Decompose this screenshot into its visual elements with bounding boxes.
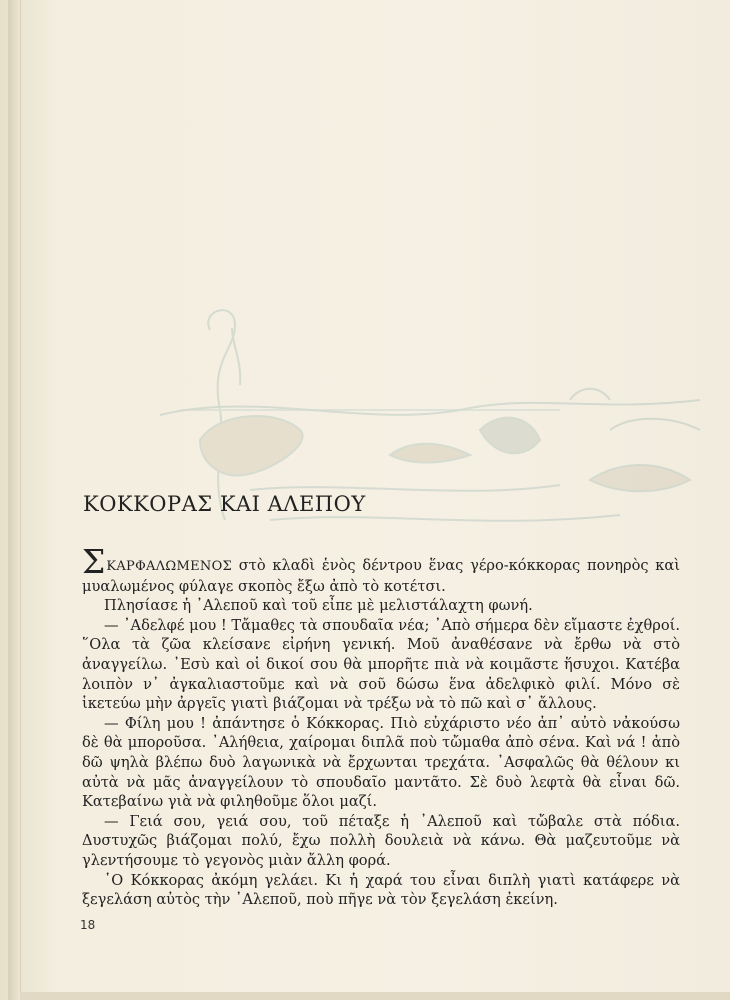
story-body <box>82 542 680 910</box>
story-paragraph-4: — Γειά σου, γειά σου, τοῦ πέταξε ἡ ᾿Αλεποῦ καὶ τὤβαλε στὰ πόδια. Δυστυχῶς βιάζομαι πολύ, ἔχω πολλὴ δουλειὰ νὰ κάνω. Θὰ μαζευτοῦμε νὰ γλεντήσουμε τὸ γεγονὸς μιὰν ἄλλη φορά. <box>82 812 680 869</box>
story-title: ΚΟΚΚΟΡΑΣ ΚΑΙ ΑΛΕΠΟΥ <box>83 492 366 516</box>
page-number: 18 <box>80 918 96 932</box>
story-paragraph-5: ῾Ο Κόκκορας ἀκόμη γελάει. Κι ἡ χαρά του εἶναι διπλὴ γιατὶ κατάφερε νὰ ξεγελάση αὐτὸς τὴν ᾿Αλεποῦ, ποὺ πῆγε νὰ τὸν ξεγελάση ἐκείνη. <box>82 871 680 909</box>
book-spine <box>8 0 18 1000</box>
story-paragraph-2: — ᾿Αδελφέ μου ! Τἄμαθες τὰ σπουδαῖα νέα; ᾿Απὸ σήμερα δὲν εἴμαστε ἐχθροί. ῞Ολα τὰ ζῶα κλείσανε εἰρήνη γενική. Μοῦ ἀναθέσανε νὰ ἔρθω νὰ στὸ ἀναγγείλω. ᾿Εσὺ καὶ οἱ δικοί σου θὰ μπορῆτε πιὰ νὰ κοιμᾶστε ἥσυχοι. Κατέβα λοιπὸν ν᾿ ἀγκαλιαστοῦμε καὶ νὰ σοῦ δώσω ἕνα ἀδελφικὸ φιλί. Μόνο σὲ ἱκετεύω μὴν ἀργεῖς γιατὶ βιάζομαι νὰ τρέξω νὰ τὸ πῶ καὶ σ᾿ ἄλλους. <box>82 616 680 713</box>
story-paragraph-1: Πλησίασε ἡ ᾿Αλεποῦ καὶ τοῦ εἶπε μὲ μελιστάλαχτη φωνή. <box>104 597 533 615</box>
drop-cap: Σ <box>82 542 106 581</box>
opening-paragraph <box>82 542 680 596</box>
page-bottom-edge <box>20 992 730 1000</box>
opening-word: ΚΑΡΦΑΛΩΜΕΝΟΣ <box>106 559 233 574</box>
opening-paragraph-text: στὸ κλαδὶ ἑνὸς δέντρου ἕνας γέρο-κόκκορας πονηρὸς καὶ μυαλωμένος φύλαγε σκοπὸς ἔξω ἀπὸ τὸ κοτέτσι. <box>82 557 680 595</box>
story-paragraph-3: — Φίλη μου ! ἀπάντησε ὁ Κόκκορας. Πιὸ εὐχάριστο νέο ἀπ᾿ αὐτὸ νἀκούσω δὲ θὰ μποροῦσα. ᾿Αλήθεια, χαίρομαι διπλᾶ ποὺ τὤμαθα ἀπὸ σένα. Καὶ νά ! ἀπὸ δῶ ψηλὰ βλέπω δυὸ λαγωνικὰ νὰ ἔρχωνται τρεχάτα. ᾿Ασφαλῶς θὰ θέλουν κι αὐτὰ νὰ μᾶς ἀναγγείλουν τὸ σπουδαῖο μαντᾶτο. Σὲ δυὸ λεφτὰ θὰ εἶναι δῶ. Κατεβαίνω γιὰ νὰ φιληθοῦμε ὅλοι μαζί. <box>82 714 680 811</box>
spine-divider <box>20 0 21 1000</box>
